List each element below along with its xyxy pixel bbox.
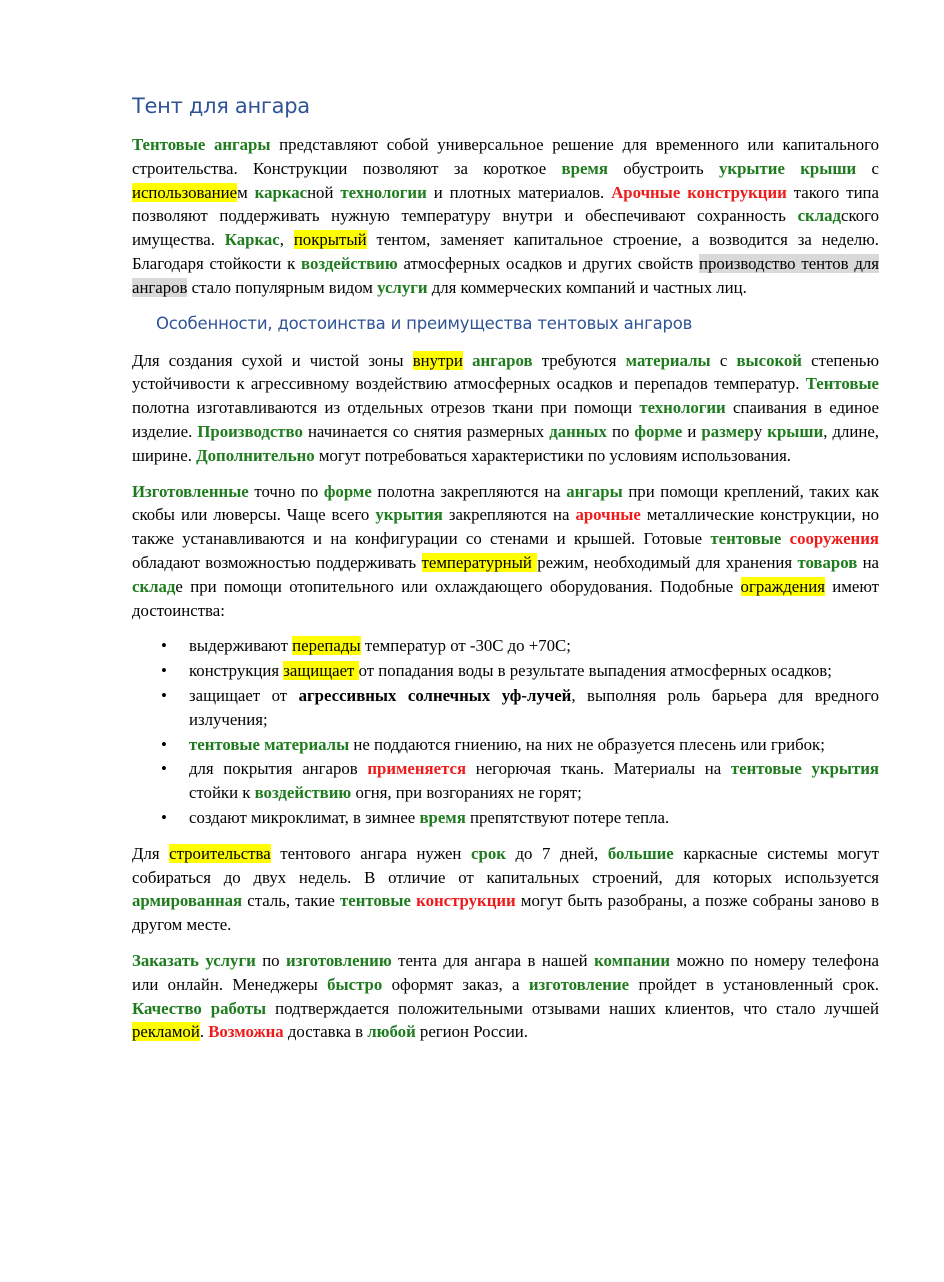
text-run: обустроить <box>607 158 720 178</box>
text-run: представляют собой универсальное решение для временного или капитального строительства. Конструкции позволяют за короткое <box>132 135 879 178</box>
bullet-icon: • <box>161 734 167 754</box>
text-run: . <box>199 1022 209 1042</box>
keyword: армированная <box>132 891 243 911</box>
keyword: товаров <box>797 552 858 572</box>
keyword: Производство <box>197 421 303 441</box>
list-item <box>132 634 879 658</box>
keyword: Заказать услуги <box>132 950 256 970</box>
text-run: негорючая ткань. Материалы на <box>466 759 731 779</box>
keyword: форме <box>634 421 683 441</box>
keyword: данных <box>549 421 607 441</box>
text-run: доставка в <box>283 1022 368 1042</box>
highlighted-text: внутри <box>412 350 463 370</box>
text-run: степенью устойчивости к агрессивному воздействию атмосферных осадков и перепадов температур. <box>132 350 879 394</box>
highlighted-text: покрытый <box>293 230 367 250</box>
keyword: укрытие крыши <box>719 158 857 178</box>
highlighted-text: ограждения <box>740 576 825 596</box>
keyword: срок <box>471 843 506 863</box>
text-run: начинается со снятия размерных <box>302 421 550 441</box>
keyword: крыши <box>767 421 824 441</box>
keyword: технологии <box>340 182 427 202</box>
bullet-icon: • <box>161 685 167 705</box>
text-run: тента для ангара в нашей <box>391 950 595 970</box>
keyword: тентовые <box>710 529 782 549</box>
text-run: стойки к <box>189 783 255 803</box>
text-run: , длине, ширине. <box>132 421 879 465</box>
keyword: изготовлению <box>286 950 392 970</box>
text-run: Для создания сухой и чистой зоны <box>132 350 413 370</box>
text-run: такого типа позволяют поддерживать нужную температуру внутри и обеспечивают сохранность <box>132 182 879 226</box>
text-run: не поддаются гниению, на них не образуется плесень или грибок; <box>349 734 825 754</box>
paragraph-construction <box>132 842 879 937</box>
text-run: тентового ангара нужен <box>270 843 472 863</box>
text-run: могут быть разобраны, а позже собраны заново в другом месте. <box>132 891 880 935</box>
keyword: Тентовые ангары <box>132 135 271 154</box>
text-run: от попадания воды в результате выпадения атмосферных осадков; <box>358 661 832 681</box>
keyword-red: сооружения <box>789 529 879 549</box>
keyword: ангары <box>566 481 623 501</box>
section-heading: Особенности, достоинства и преимущества тентовых ангаров <box>156 313 693 333</box>
text-run: подтверждается положительными отзывами наших клиентов, что стало лучшей <box>266 998 879 1018</box>
keyword: ангаров <box>472 350 533 370</box>
keyword: размер <box>701 421 754 441</box>
bullet-icon: • <box>161 759 167 779</box>
text-run: пройдет в установленный срок. <box>629 974 879 994</box>
keyword: Изготовленные <box>132 481 249 501</box>
paragraph-installation <box>132 480 879 623</box>
keyword: укрытия <box>375 505 443 525</box>
list-item <box>132 684 879 732</box>
keyword: изготовление <box>528 974 630 994</box>
keyword: тентовые материалы <box>189 734 350 754</box>
keyword: услуги <box>377 277 428 297</box>
keyword: форме <box>323 481 372 501</box>
keyword: технологии <box>639 398 726 418</box>
document-body <box>132 90 879 1056</box>
text-run: оформят заказ, а <box>382 974 529 994</box>
keyword-red: применяется <box>367 759 467 779</box>
keyword: любой <box>367 1022 416 1042</box>
list-item <box>132 659 879 683</box>
paragraph-features <box>132 349 879 468</box>
highlighted-text: защищает <box>283 661 359 681</box>
keyword: воздействию <box>254 783 352 803</box>
keyword: Дополнительно <box>196 445 315 465</box>
text-run: с <box>856 158 879 178</box>
advantages-list <box>132 634 879 829</box>
list-item <box>132 757 879 805</box>
text-run: режим, необходимый для хранения <box>537 552 798 572</box>
text-run: атмосферных осадков и других свойств <box>397 253 699 273</box>
highlighted-text: перепады <box>292 636 361 656</box>
list-item <box>132 733 879 757</box>
keyword: воздействию <box>301 253 398 273</box>
text-run: температур от -30С до +70С; <box>360 636 571 656</box>
text-run: каркасные системы могут собираться до двух недель. В отличие от капитальных строений, для которых используется <box>132 843 879 887</box>
highlighted-text: температурный <box>421 552 538 572</box>
text-run: полотна изготавливаются из отдельных отрезов ткани при помощи <box>132 398 640 418</box>
keyword: время <box>419 807 466 827</box>
keyword: склад <box>797 206 841 226</box>
text-run: имеют достоинства: <box>132 576 879 620</box>
paragraph-intro <box>132 133 879 300</box>
text-run: для покрытия ангаров <box>189 759 368 779</box>
text-run: огня, при возгораниях не горят; <box>351 783 582 803</box>
text-run: по <box>255 950 287 970</box>
keyword-red: Арочные конструкции <box>611 182 787 202</box>
list-item <box>132 806 879 830</box>
keyword: Каркас <box>224 230 280 250</box>
gray-highlighted-text: производство тентов для ангаров <box>132 253 879 297</box>
keyword: высокой <box>736 350 802 370</box>
keyword-red: Возможна <box>208 1022 284 1042</box>
text-run: для коммерческих компаний и частных лиц. <box>427 277 747 297</box>
text-run: закрепляются на <box>442 505 576 525</box>
text-run: стало популярным видом <box>187 277 378 297</box>
text-run: по <box>606 421 635 441</box>
text-run: м <box>237 182 255 202</box>
text-run: тентом, заменяет капитальное строение, а возводится за неделю. Благодаря стойкости к <box>132 230 880 273</box>
keyword: склад <box>132 576 176 596</box>
text-run: создают микроклимат, в зимнее <box>189 807 420 827</box>
text-run: , <box>279 230 294 250</box>
keyword: тентовые укрытия <box>730 759 879 779</box>
keyword: большие <box>607 843 674 863</box>
keyword: компании <box>594 950 671 970</box>
highlighted-text: строительства <box>169 843 271 863</box>
keyword: время <box>561 158 608 178</box>
text-run: регион России. <box>415 1022 528 1042</box>
keyword: Тентовые <box>805 374 879 394</box>
text-run: требуются <box>532 350 626 370</box>
text-run: выдерживают <box>189 636 293 656</box>
text-run: могут потребоваться характеристики по условиям использования. <box>314 445 791 465</box>
keyword: каркас <box>254 182 308 202</box>
text-run: и плотных материалов. <box>426 182 612 202</box>
text-run: и <box>682 421 702 441</box>
text-run: обладают возможностью поддерживать <box>132 552 422 572</box>
highlighted-text: использовани <box>132 182 230 202</box>
text-run: с <box>710 350 737 370</box>
text-run: до 7 дней, <box>505 843 608 863</box>
text-run: на <box>857 552 880 572</box>
text-run <box>781 529 789 548</box>
text-run: у <box>753 421 768 441</box>
keyword: тентовые <box>340 891 411 911</box>
text-run: сталь, такие <box>242 891 340 911</box>
text-run: полотна закрепляются на <box>371 481 567 501</box>
text-run: Для <box>132 843 170 863</box>
document-title: Тент для ангара <box>132 94 310 118</box>
text-run: защищает от <box>189 685 299 705</box>
text-run: можно по номеру телефона или онлайн. Менеджеры <box>132 950 880 994</box>
paragraph-order <box>132 949 879 1044</box>
bold-text: агрессивных солнечных уф-лучей <box>298 685 572 705</box>
text-run: ной <box>307 182 341 202</box>
bullet-icon: • <box>161 807 167 827</box>
text-run: е при помощи отопительного или охлаждающего оборудования. Подобные <box>175 576 741 596</box>
text-run: конструкция <box>189 661 284 681</box>
text-run: при помощи креплений, таких как скобы или люверсы. Чаще всего <box>132 481 879 525</box>
text-run <box>463 351 472 370</box>
bullet-icon: • <box>161 636 167 656</box>
keyword-red: конструкции <box>416 891 516 911</box>
text-run: , выполняя роль барьера для вредного излучения; <box>189 685 880 729</box>
highlighted-text: е <box>229 182 238 202</box>
highlighted-text: рекламой <box>132 1022 200 1042</box>
text-run: спаивания в единое изделие. <box>132 398 879 441</box>
keyword: Качество работы <box>132 998 267 1018</box>
bullet-icon: • <box>161 661 167 681</box>
keyword: быстро <box>327 974 383 994</box>
text-run: точно по <box>248 481 324 501</box>
keyword: материалы <box>625 350 711 370</box>
text-run: ского имущества. <box>132 206 879 250</box>
keyword-red: арочные <box>575 505 641 525</box>
text-run: препятствуют потере тепла. <box>465 807 670 827</box>
text-run: металлические конструкции, но также устанавливаются и на конфигурации со стенами и крышей. Готовые <box>132 505 879 549</box>
